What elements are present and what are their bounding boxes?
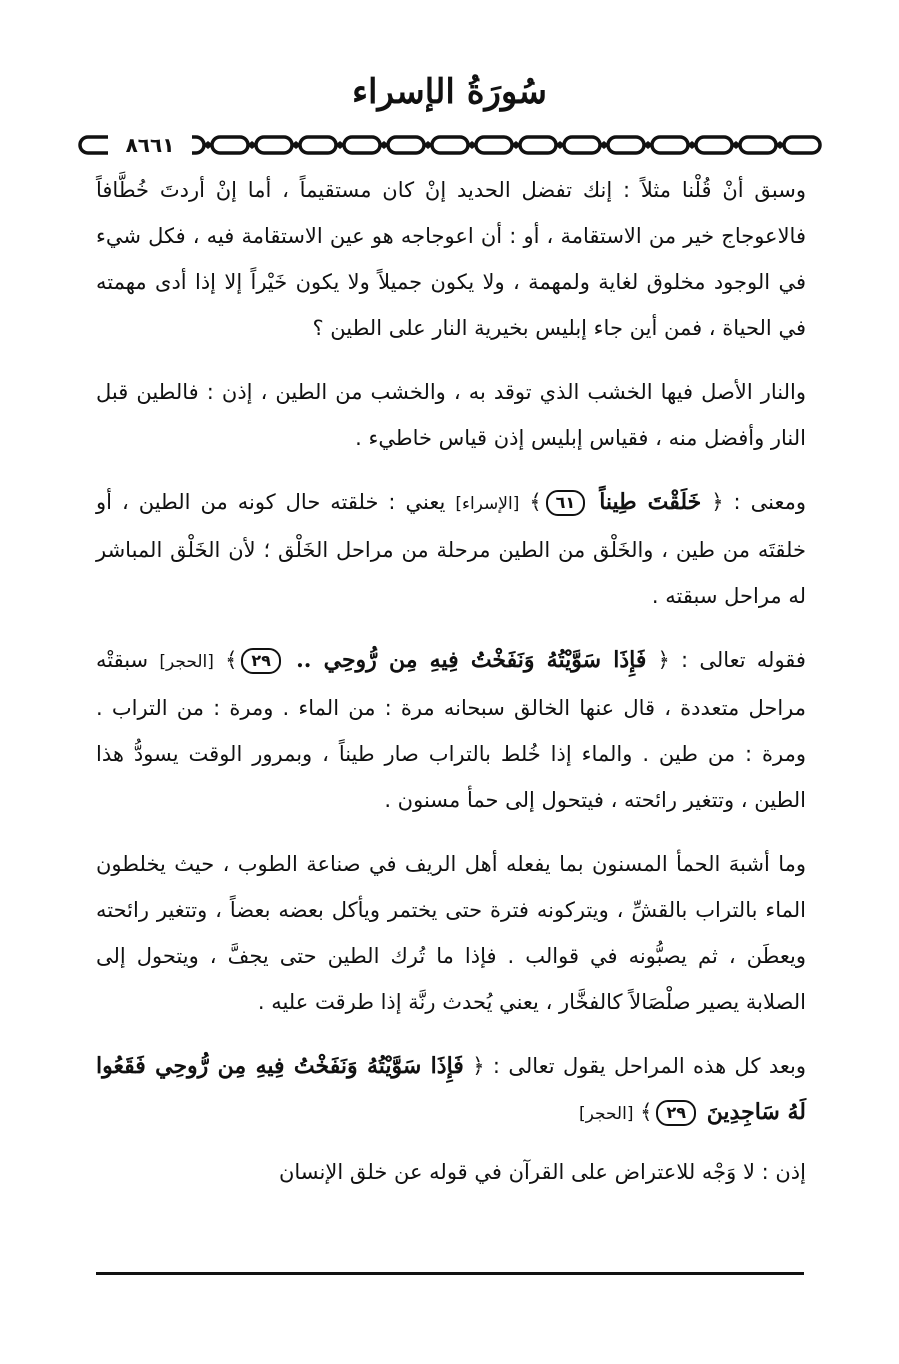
paragraph-7: إذن : لا وَجْه للاعتراض على القرآن في قوله عن خلق الإنسان [278, 1160, 806, 1184]
chain-link [344, 137, 380, 153]
footer-rule [96, 1272, 804, 1275]
paragraph-4-body: سبقتْه مراحل متعددة ، قال عنها الخالق سبحانه مرة : من الماء . ومرة : من التراب . ومرة : من طين . والماء إذا خُلط بالتراب صار طيناً ، وبمرور الوقت يسودُّ هذا الطين ، وتتغير رائحته ، فيتحول إلى حمأ مسنون . [96, 648, 806, 812]
verse-number-badge: ٢٩ [241, 648, 281, 674]
paragraph-4 [96, 637, 806, 823]
quran-quote: فَإِذَا سَوَّيْتُهُ وَنَفَخْتُ فِيهِ مِن رُّوحِي فَقَعُوا لَهُ سَاجِدِينَ [96, 1053, 806, 1125]
chain-link [652, 137, 688, 153]
chain-link [256, 137, 292, 153]
chain-link [784, 137, 820, 153]
paragraph-3-body: يعني : خلقته حال كونه من الطين ، أو خلقتَه من طين ، والخَلْق من الطين مرحلة من مراحل الخَلْق ؛ لأن الخَلْق المباشر له مراحل سبقته . [96, 490, 806, 608]
page-body [96, 167, 806, 1213]
paragraph-3-lead: ومعنى : ﴿ [711, 490, 806, 514]
page-number: ٨٦٦١ [108, 130, 192, 160]
surah-reference: [الإسراء] [455, 494, 520, 514]
chain-link [212, 137, 248, 153]
surah-title: سُورَةُ الإسراء [352, 72, 547, 112]
chain-link [564, 137, 600, 153]
chain-link [696, 137, 732, 153]
chain-link [476, 137, 512, 153]
closing-bracket: ﴾ [225, 648, 238, 672]
quran-quote: فَإِذَا سَوَّيْتُهُ وَنَفَخْتُ فِيهِ مِن رُّوحِي .. [296, 647, 647, 673]
paragraph-6 [96, 1043, 806, 1137]
paragraph-4-lead: فقوله تعالى : ﴿ [657, 648, 806, 672]
closing-bracket: ﴾ [640, 1100, 653, 1124]
paragraph-2: والنار الأصل فيها الخشب الذي توقد به ، والخشب من الطين ، إذن : فالطين قبل النار وأفضل منه ، فقياس إبليس إذن قياس خاطيء . [96, 380, 806, 450]
chain-link [388, 137, 424, 153]
paragraph-3 [96, 479, 806, 619]
paragraph-6-lead: وبعد كل هذه المراحل يقول تعالى : ﴿ [472, 1054, 806, 1078]
chain-link [300, 137, 336, 153]
verse-number-badge: ٢٩ [656, 1100, 696, 1126]
paragraph-1: وسبق أنْ قُلْنا مثلاً : إنك تفضل الحديد إنْ كان مستقيماً ، أما إنْ أردتَ خُطَّافاً فالاعوجاج خير من الاستقامة ، أو : أن اعوجاجه هو عين الاستقامة فيه ، فكل شيء في الوجود مخلوق لغاية ولمهمة ، ولا يكون جميلاً ولا يكون خَيْراً إلا إذا أدى مهمته في الحياة ، فمن أين جاء إبليس بخيرية النار على الطين ؟ [96, 178, 806, 340]
chain-link [432, 137, 468, 153]
paragraph-5: وما أشبهَ الحمأ المسنون بما يفعله أهل الريف في صناعة الطوب ، حيث يخلطون الماء بالتراب بالقشِّ ، ويتركونه فترة حتى يختمر ويأكل بعضه بعضاً ، وتتغير رائحته ويعطَن ، ثم يصبُّونه في قوالب . فإذا ما تُرك الطين حتى يجفَّ ، ويتحول إلى الصلابة يصير صلْصَالاً كالفخَّار ، يعني يُحدث رنَّة إذا طرقت عليه . [96, 852, 806, 1014]
closing-bracket: ﴾ [529, 490, 542, 514]
chain-link [740, 137, 776, 153]
chain-link [608, 137, 644, 153]
surah-reference: [الحجر] [578, 1104, 634, 1124]
quran-quote: خَلَقْتَ طِيناً [599, 489, 702, 515]
chain-link [520, 137, 556, 153]
surah-reference: [الحجر] [159, 652, 214, 672]
verse-number-badge: ٦١ [546, 490, 586, 516]
